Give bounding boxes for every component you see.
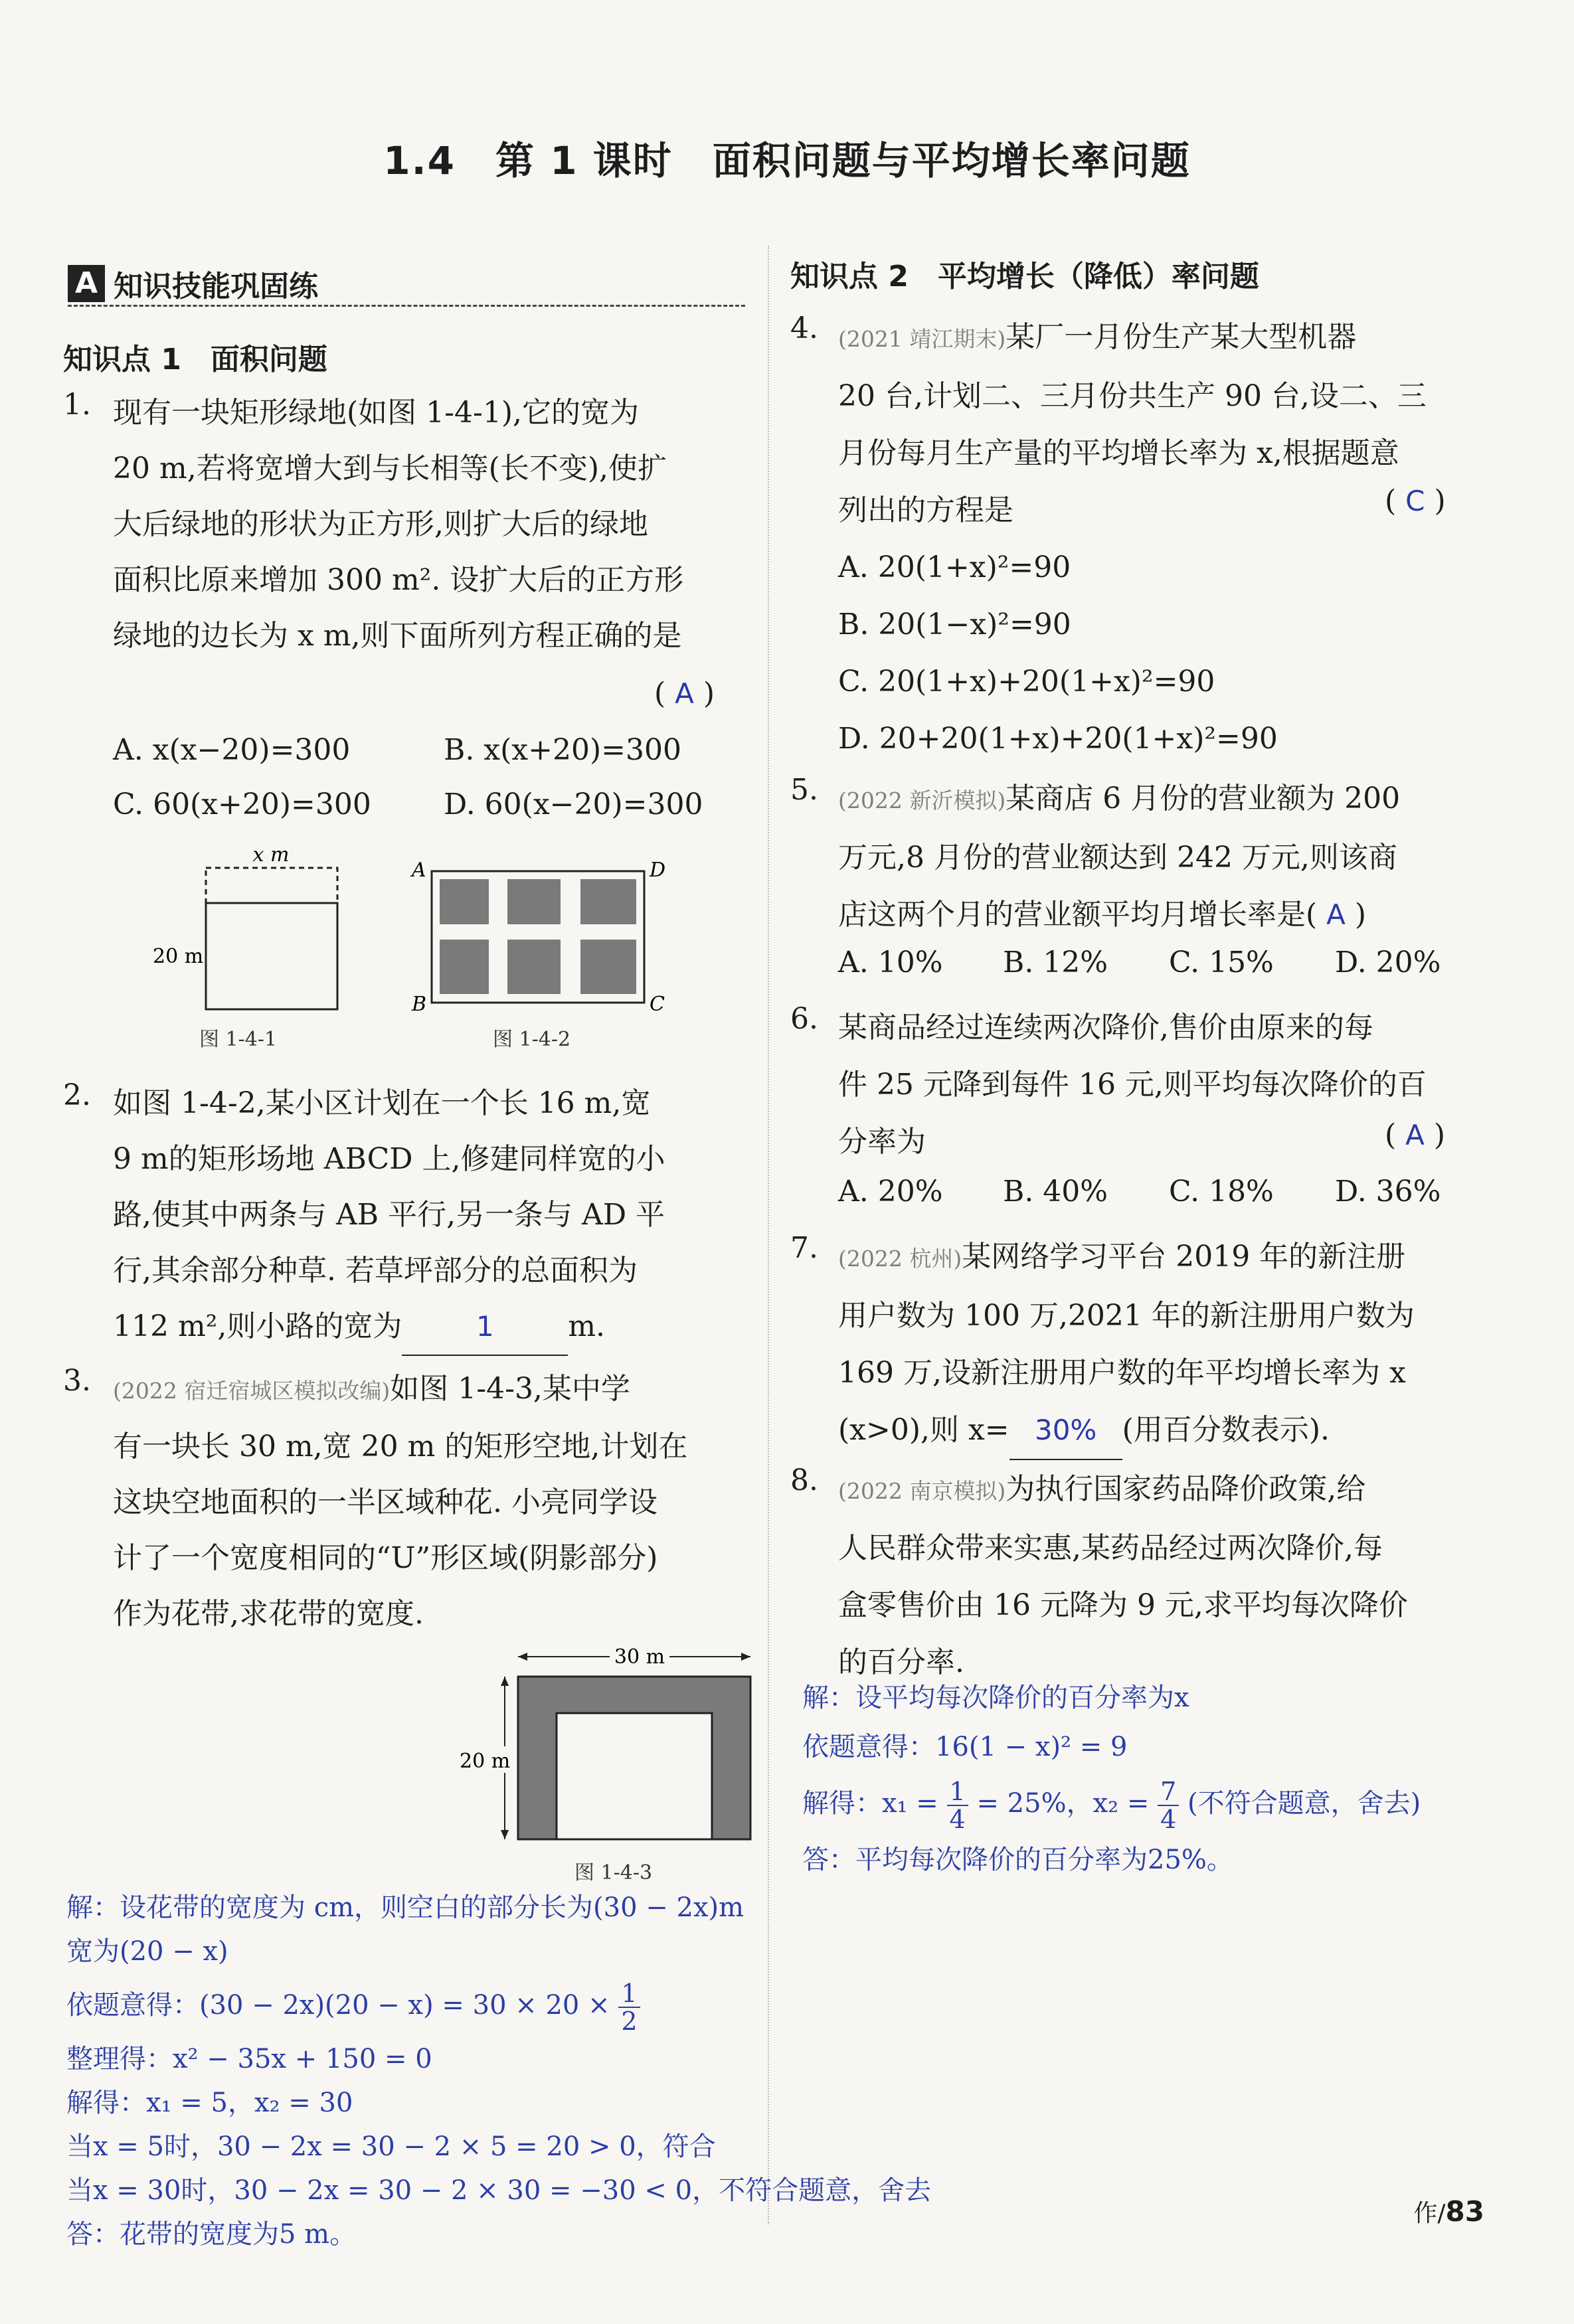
page-title: 1.4 第 1 课时 面积问题与平均增长率问题 [383, 138, 1191, 183]
q8-frac2-num: 7 [1158, 1778, 1179, 1806]
fig2-caption: 图 1-4-2 [493, 1028, 571, 1051]
q1-line: 绿地的边长为 x m,则下面所列方程正确的是 [113, 619, 682, 653]
q8-sol-frac-1 [947, 1778, 968, 1833]
q5-option-a: A. 10% [838, 946, 943, 979]
fig2-label-a: A [412, 859, 426, 882]
q5-line-with-answer: 店这两个月的营业额平均月增长率是( A ) [838, 898, 1367, 932]
figure-1-4-3 [458, 1640, 764, 1853]
q5-number: 5. [790, 773, 818, 807]
q7-last-prefix: (x>0),则 x= [838, 1413, 1009, 1447]
q3-source: (2022 宿迁宿城区模拟改编) [113, 1378, 391, 1404]
q4-answer-bracket: ( C ) [1385, 484, 1446, 518]
q6-line: 件 25 元降到每件 16 元,则平均每次降价的百 [838, 1068, 1427, 1102]
q2-number: 2. [63, 1078, 91, 1112]
q3-line: 这块空地面积的一半区域种花. 小亮同学设 [113, 1485, 657, 1519]
q8-sol-roots-a: 解得：x₁ = [802, 1788, 938, 1819]
q1-stem [113, 385, 683, 664]
q8-line: 盒零售价由 16 元降为 9 元,求平均每次降价 [838, 1588, 1408, 1622]
q7-answer: 30% [1009, 1402, 1122, 1460]
q4-line: 列出的方程是 [838, 493, 1013, 527]
q4-option-c: C. 20(1+x)+20(1+x)²=90 [838, 665, 1215, 699]
q8-sol-line: 依题意得：16(1 − x)² = 9 [802, 1732, 1128, 1762]
q5-option-c: C. 15% [1169, 946, 1274, 979]
q8-number: 8. [790, 1463, 818, 1497]
q7-source: (2022 杭州) [838, 1246, 962, 1272]
q4-option-b: B. 20(1−x)²=90 [838, 608, 1071, 641]
q5-line: 万元,8 月份的营业额达到 242 万元,则该商 [838, 841, 1397, 874]
q3-sol-line-with-frac [66, 1973, 931, 2037]
q6-stem [838, 999, 1427, 1171]
fig3-caption: 图 1-4-3 [574, 1861, 653, 1884]
q4-option-a: A. 20(1+x)²=90 [838, 550, 1071, 584]
q5-first: 某商店 6 月份的营业额为 200 [1006, 782, 1401, 815]
q3-sol-equation: 依题意得：(30 − 2x)(20 − x) = 30 × 20 × [66, 1990, 610, 2021]
q3-sol-line: 宽为(20 − x) [66, 1936, 228, 1967]
q8-stem [838, 1461, 1408, 1691]
q4-line: 月份每月生产量的平均增长率为 x,根据题意 [838, 436, 1399, 470]
section-a-icon: A [68, 265, 105, 302]
page-number-value: 83 [1445, 2195, 1484, 2228]
q6-number: 6. [790, 1002, 818, 1036]
q8-first: 为执行国家药品降价政策,给 [1006, 1472, 1366, 1506]
q5-first-line [838, 770, 1400, 829]
q5-option-b: B. 12% [1003, 946, 1108, 979]
q6-option-c: C. 18% [1169, 1175, 1274, 1208]
fig2-label-c: C [650, 993, 665, 1016]
q7-first: 某网络学习平台 2019 年的新注册 [962, 1240, 1406, 1274]
q3-sol-line: 答：花带的宽度为5 m。 [66, 2219, 357, 2250]
q6-answer-bracket: ( A ) [1385, 1118, 1446, 1152]
page-number-prefix: 作/ [1413, 2200, 1446, 2227]
q7-stem [838, 1228, 1415, 1460]
q3-first-line [113, 1361, 687, 1419]
q4-option-d: D. 20+20(1+x)+20(1+x)²=90 [838, 722, 1278, 756]
q7-first-line [838, 1228, 1415, 1287]
q5-source: (2022 新沂模拟) [838, 788, 1006, 813]
q3-sol-line: 当x = 5时，30 − 2x = 30 − 2 × 5 = 20 > 0，符合 [66, 2131, 716, 2162]
q8-sol-frac-2 [1158, 1778, 1179, 1833]
q7-number: 7. [790, 1231, 818, 1265]
q2-line: 行,其余部分种草. 若草坪部分的总面积为 [113, 1254, 638, 1287]
q8-frac2-den: 4 [1160, 1805, 1177, 1834]
q5-line: 店这两个月的营业额平均月增长率是 [838, 898, 1306, 932]
q8-sol-line: 答：平均每次降价的百分率为25%。 [802, 1845, 1233, 1875]
q8-sol-roots-c: (不符合题意，舍去) [1187, 1788, 1421, 1819]
q8-sol-roots-b: = 25%，x₂ = [976, 1788, 1150, 1819]
q1-option-a: A. x(x−20)=300 [113, 733, 351, 767]
q5-option-d: D. 20% [1335, 946, 1441, 979]
section-a-banner [68, 262, 318, 305]
q8-first-line [838, 1461, 1408, 1520]
q7-last-line [838, 1402, 1415, 1460]
q2-last-suffix: m. [568, 1309, 606, 1343]
q3-sol-line: 解：设花带的宽度为 cm，则空白的部分长为(30 − 2x)m [66, 1892, 744, 1923]
figure-1-4-3-drawing [458, 1640, 764, 1853]
q1-line: 面积比原来增加 300 m². 设扩大后的正方形 [113, 563, 684, 597]
q3-line: 作为花带,求花带的宽度. [113, 1597, 424, 1631]
q7-last-suffix: (用百分数表示). [1122, 1413, 1330, 1447]
q4-stem [838, 309, 1427, 768]
q4-number: 4. [790, 311, 818, 345]
q6-option-a: A. 20% [838, 1175, 943, 1208]
q3-sol-line: 整理得：x² − 35x + 150 = 0 [66, 2044, 432, 2074]
q3-sol-fraction [618, 1980, 640, 2034]
q3-line: 计了一个宽度相同的“U”形区域(阴影部分) [113, 1541, 658, 1575]
q8-sol-line: 解：设平均每次降价的百分率为x [802, 1683, 1189, 1713]
q2-last-prefix: 112 m²,则小路的宽为 [113, 1309, 402, 1343]
q3-solution [66, 1886, 931, 2256]
q4-first-line [838, 309, 1427, 368]
q4-line: 20 台,计划二、三月份共生产 90 台,设二、三 [838, 379, 1427, 413]
q3-frac-num: 1 [618, 1980, 640, 2008]
q1-line: 大后绿地的形状为正方形,则扩大后的绿地 [113, 507, 648, 541]
figure-1-4-2-drawing [406, 857, 685, 1016]
q3-frac-den: 2 [621, 2007, 638, 2036]
fig2-label-d: D [650, 859, 666, 882]
q2-line: 路,使其中两条与 AB 平行,另一条与 AD 平 [113, 1198, 665, 1232]
q1-option-d: D. 60(x−20)=300 [444, 788, 703, 821]
q6-option-b: B. 40% [1003, 1175, 1108, 1208]
q2-last-line [113, 1299, 665, 1356]
figure-1-4-1-drawing [146, 840, 359, 1039]
q6-line: 分率为 [838, 1125, 926, 1159]
q6-answer: A [1405, 1119, 1425, 1151]
q2-answer: 1 [402, 1299, 568, 1356]
q8-line: 的百分率. [838, 1645, 964, 1679]
q8-frac1-num: 1 [947, 1778, 968, 1806]
figure-1-4-1 [146, 840, 359, 1039]
q3-sol-line: 解得：x₁ = 5，x₂ = 30 [66, 2088, 353, 2118]
q4-source: (2021 靖江期末) [838, 326, 1006, 352]
banner-divider [68, 305, 745, 307]
q1-line: 20 m,若将宽增大到与长相等(长不变),使扩 [113, 452, 667, 485]
q5-answer: A [1326, 898, 1346, 931]
q1-option-b: B. x(x+20)=300 [444, 733, 681, 767]
fig3-top-label: 30 m [614, 1645, 665, 1669]
q6-option-d: D. 36% [1335, 1175, 1441, 1208]
q8-line: 人民群众带来实惠,某药品经过两次降价,每 [838, 1531, 1383, 1565]
fig2-label-b: B [412, 993, 427, 1016]
q3-stem [113, 1361, 687, 1642]
fig3-side-label: 20 m [460, 1750, 511, 1773]
q3-sol-line: 当x = 30时，30 − 2x = 30 − 2 × 30 = −30 < 0，不符合题意，舍去 [66, 2175, 932, 2206]
q6-line: 某商品经过连续两次降价,售价由原来的每 [838, 1011, 1373, 1044]
q4-first: 某厂一月份生产某大型机器 [1006, 320, 1357, 354]
q2-line: 如图 1-4-2,某小区计划在一个长 16 m,宽 [113, 1086, 651, 1120]
q4-answer: C [1405, 485, 1425, 517]
q7-line: 169 万,设新注册用户数的年平均增长率为 x [838, 1356, 1406, 1390]
q8-frac1-den: 4 [949, 1805, 966, 1834]
section-a-label: 知识技能巩固练 [114, 270, 319, 303]
q8-source: (2022 南京模拟) [838, 1478, 1006, 1504]
q1-answer: A [675, 677, 694, 710]
q1-line: 现有一块矩形绿地(如图 1-4-1),它的宽为 [113, 396, 640, 430]
q8-sol-roots-line [802, 1772, 1421, 1835]
q3-line: 有一块长 30 m,宽 20 m 的矩形空地,计划在 [113, 1430, 688, 1463]
page-number [1413, 2195, 1484, 2228]
q1-option-c: C. 60(x+20)=300 [113, 788, 371, 821]
q7-line: 用户数为 100 万,2021 年的新注册用户数为 [838, 1299, 1415, 1333]
q1-answer-bracket: ( A ) [654, 677, 715, 710]
fig1-caption: 图 1-4-1 [199, 1028, 278, 1051]
q3-number: 3. [63, 1364, 91, 1398]
figure-1-4-2 [406, 857, 685, 1016]
q3-first: 如图 1-4-3,某中学 [390, 1372, 630, 1406]
q2-line: 9 m的矩形场地 ABCD 上,修建同样宽的小 [113, 1142, 665, 1176]
fig1-side-label: 20 m [153, 945, 204, 968]
q5-stem [838, 770, 1400, 944]
q1-number: 1. [63, 388, 91, 422]
q2-stem [113, 1076, 665, 1356]
fig1-top-label: x m [252, 843, 290, 867]
knowledge-point-1: 知识点 1 面积问题 [63, 343, 327, 376]
q8-solution [802, 1673, 1421, 1884]
knowledge-point-2: 知识点 2 平均增长（降低）率问题 [790, 260, 1259, 293]
